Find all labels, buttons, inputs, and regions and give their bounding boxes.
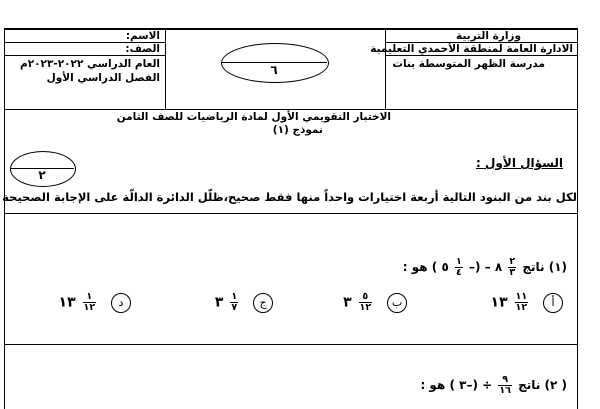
option-b[interactable] [343,292,407,313]
section-title: السؤال الأول : [476,156,563,170]
district-name: الادارة العامة لمنطقة الأحمدي التعليمية [370,43,573,55]
option-d[interactable] [59,292,131,313]
fraction: $\frac{١}{١٢}$ [83,291,96,313]
option-a[interactable] [491,292,563,313]
option-circle[interactable]: ج [253,293,273,313]
question-2 [420,375,567,396]
whole-number: ٣ [343,294,352,311]
option-circle[interactable]: د [111,293,131,313]
question-prefix: ناتج [522,260,545,274]
option-c[interactable] [215,292,273,313]
name-label: الاسم: [125,30,160,42]
question-number: ( ٢) [544,378,567,392]
fraction: $\frac{٥}{١٢}$ [359,291,372,313]
fraction: $\frac{١}{٧}$ [231,291,238,313]
exam-title: الاختبار التقويمي الأول لمادة الرياضيات للصف الثامن [116,111,391,123]
total-score: ٦ [270,63,278,77]
fraction: $\frac{١١}{١٢}$ [515,291,528,313]
exam-header [5,29,577,136]
option-circle[interactable]: ب [387,293,407,313]
expression-tail: ÷ (–٣ ) هو : [420,378,493,392]
school-name: مدرسة الظهر المتوسطة بنات [392,58,545,70]
question-prefix: ناتج [518,378,541,392]
class-label: الصف: [125,43,160,55]
question-number: (١) [548,260,567,274]
section-score: ٢ [38,168,46,182]
exam-sheet [4,28,578,409]
fraction: $\frac{٢}{٣}$ [509,256,516,278]
whole-number: ٣ [214,294,224,311]
fraction: $\frac{٩}{١٦}$ [499,374,511,396]
whole-number: ١٣ [490,294,508,311]
school-term: الفصل الدراسي الأول [46,72,160,84]
ministry-name: وزارة التربية [455,30,521,42]
school-year: العام الدراسي ٢٠٢٢-٢٠٢٣م [20,58,160,70]
option-circle[interactable]: أ [543,293,563,313]
exam-model: نموذج (١) [272,124,323,136]
whole-number: ١٣ [58,294,76,311]
fraction: $\frac{١}{٤}$ [455,256,462,278]
section-instructions: لكل بند من البنود التالية أربعة اختيارات واحداً منها فقط صحيح،ظلّل الدائرة الدالّة على الإجابة الصحيحة [2,190,577,204]
question-1 [403,257,567,278]
expression-tail: ٥ ) هو : [402,260,449,274]
expression-middle: ٨ – (– [464,260,503,274]
